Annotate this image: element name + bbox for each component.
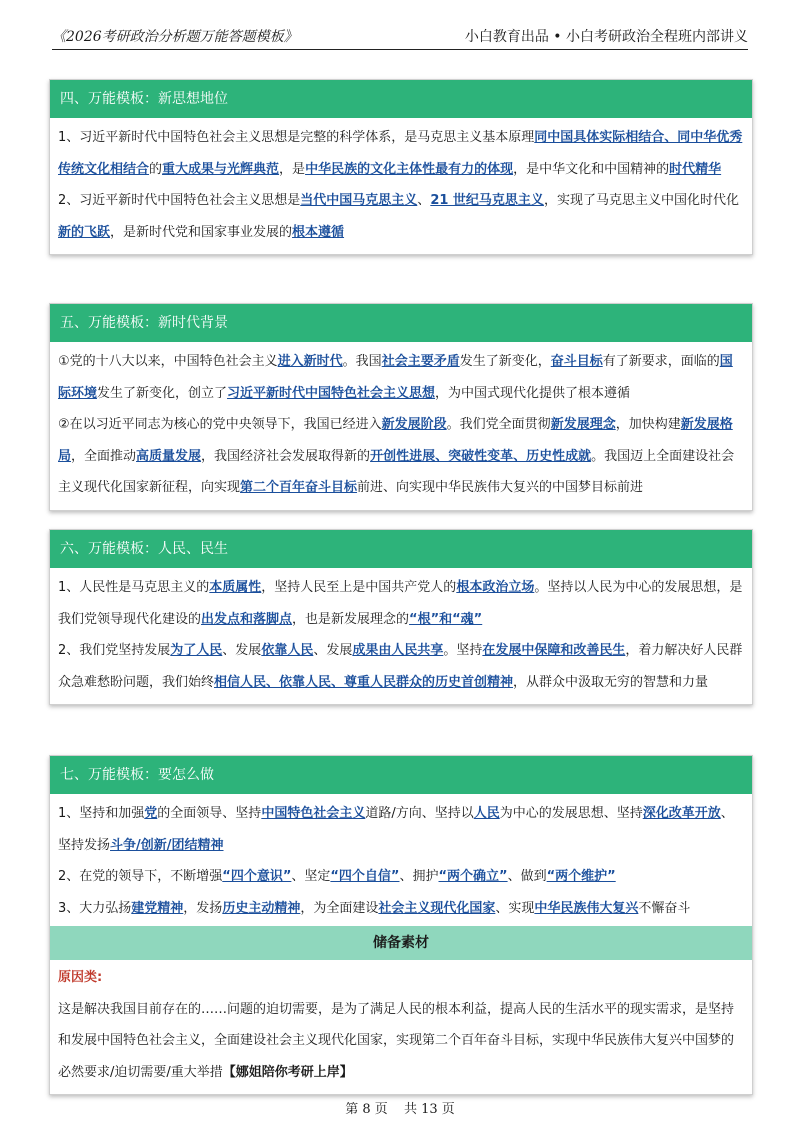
section-5-title: 五、万能模板：新时代背景 [50, 304, 752, 342]
page-footer [0, 1098, 800, 1117]
author-tag: 【娜姐陪你考研上岸】 [222, 1064, 353, 1080]
section-6-para-2: 2、我们党坚持发展为了人民、发展依靠人民、发展成果由人民共享。坚持在发展中保障和改善民生，着力解决好人民群众急难愁盼问题，我们始终相信人民、依靠人民、尊重人民群众的历史首创精神，从群众中汲取无穷的智慧和力量 [58, 643, 743, 690]
section-4-title: 四、万能模板：新思想地位 [50, 80, 752, 118]
section-4-box [49, 79, 753, 255]
section-6-para-1: 1、人民性是马克思主义的本质属性，坚持人民至上是中国共产党人的根本政治立场。坚持以人民为中心的发展思想，是我们党领导现代化建设的出发点和落脚点，也是新发展理念的“根”和“魂” [58, 580, 743, 627]
page-number: 第 8 页 [345, 1102, 388, 1117]
section-5-para-2: ②在以习近平同志为核心的党中央领导下，我国已经进入新发展阶段。我们党全面贯彻新发展理念，加快构建新发展格局，全面推动高质量发展，我国经济社会发展取得新的开创性进展、突破性变革、历史性成就。我国迈上全面建设社会主义现代化国家新征程，向实现第二个百年奋斗目标前进、向实现中华民族伟大复兴的中国梦目标前进 [58, 417, 735, 495]
reserve-material-title: 储备素材 [50, 926, 752, 960]
section-4-para-2: 2、习近平新时代中国特色社会主义思想是当代中国马克思主义、21 世纪马克思主义，实现了马克思主义中国化时代化新的飞跃，是新时代党和国家事业发展的根本遵循 [58, 193, 739, 240]
reason-label: 原因类: [58, 970, 103, 985]
section-6-body [50, 568, 752, 704]
reserve-text: 这是解决我国目前存在的……问题的迫切需要，是为了满足人民的根本利益，提高人民的生活水平的现实需求，是坚持和发展中国特色社会主义，全面建设社会主义现代化国家，实现第二个百年奋斗目标，实现中华民族伟大复兴中国梦的必然要求/迫切需要/重大举措【娜姐陪你考研上岸】 [58, 1001, 735, 1080]
reserve-material-body [50, 960, 752, 1094]
section-7-para-3: 3、大力弘扬建党精神，发扬历史主动精神，为全面建设社会主义现代化国家、实现中华民族伟大复兴不懈奋斗 [58, 900, 691, 916]
publisher-label: 小白教育出品 • 小白考研政治全程班内部讲义 [464, 29, 748, 45]
page-header [52, 18, 748, 50]
page-total: 共 13 页 [403, 1102, 455, 1117]
section-7-para-1: 1、坚持和加强党的全面领导、坚持中国特色社会主义道路/方向、坚持以人民为中心的发展思想、坚持深化改革开放、坚持发扬斗争/创新/团结精神 [58, 806, 734, 853]
section-7-box [49, 755, 753, 1095]
document-title: 《2026考研政治分析题万能答题模板》 [52, 29, 298, 45]
section-6-title: 六、万能模板：人民、民生 [50, 530, 752, 568]
section-4-body [50, 118, 752, 254]
section-7-para-2: 2、在党的领导下，不断增强“四个意识”、坚定“四个自信”、拥护“两个确立”、做到“两个维护” [58, 869, 616, 884]
section-6-box [49, 529, 753, 705]
section-5-para-1: ①党的十八大以来，中国特色社会主义进入新时代。我国社会主要矛盾发生了新变化，奋斗目标有了新要求，面临的国际环境发生了新变化，创立了习近平新时代中国特色社会主义思想，为中国式现代化提供了根本遵循 [58, 354, 733, 401]
section-7-body [50, 794, 752, 926]
section-5-body [50, 342, 752, 510]
section-4-para-1: 1、习近平新时代中国特色社会主义思想是完整的科学体系，是马克思主义基本原理同中国具体实际相结合、同中华优秀传统文化相结合的重大成果与光辉典范，是中华民族的文化主体性最有力的体现，是中华文化和中国精神的时代精华 [58, 130, 743, 177]
section-7-title: 七、万能模板：要怎么做 [50, 756, 752, 794]
section-5-box [49, 303, 753, 511]
